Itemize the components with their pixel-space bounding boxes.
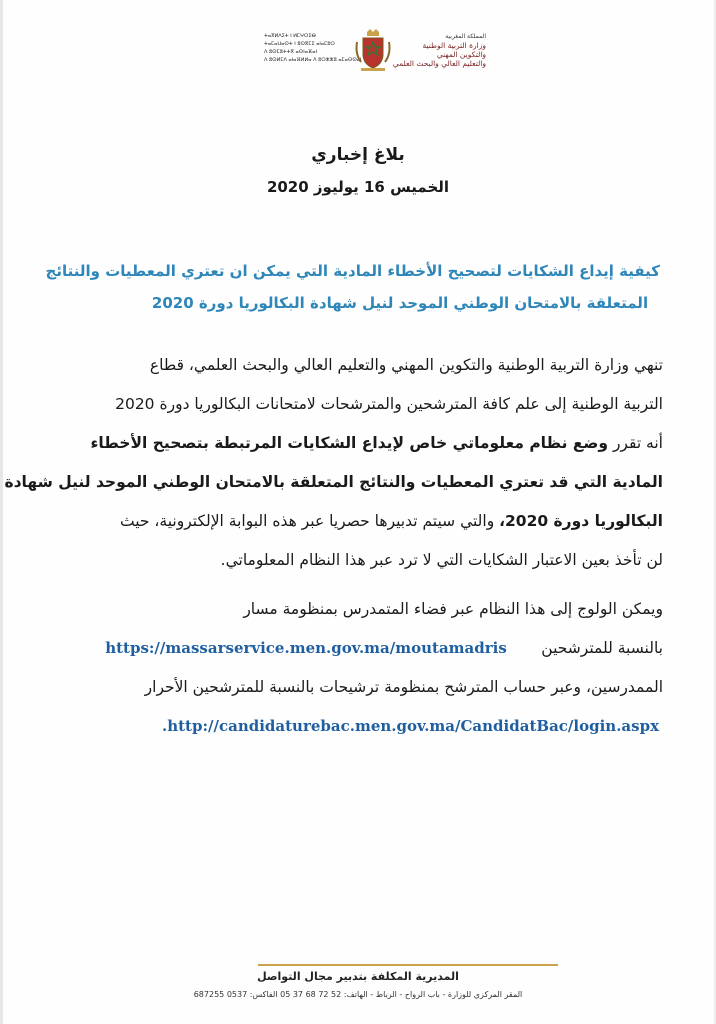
document-subject bbox=[45, 255, 660, 319]
letterhead-tifinagh-line: ⴷ ⵓⵙⵍⵎⴷ ⴰⵏⴰⴼⵍⵍⴰ ⴷ ⵓⵔⵣⵣⵓ ⴰⵎⴰⵙⵙⴰⵏ bbox=[264, 57, 362, 63]
paragraph-bold-text: وضع نظام معلوماتي خاص لإيداع الشكايات المرتبطة بتصحيح الأخطاء bbox=[90, 434, 609, 452]
paragraph-bold-text: المادية التي قد تعتري المعطيات والنتائج المتعلقة بالامتحان الوطني الموحد لنيل شهادة bbox=[4, 473, 663, 491]
footer-title: المديرية المكلفة بتدبير مجال التواصل bbox=[257, 970, 459, 983]
body-paragraph-2 bbox=[68, 590, 663, 746]
footer-divider bbox=[258, 964, 558, 966]
paragraph-line: ويمكن الولوج إلى هذا النظام عبر فضاء المتمدرس بمنظومة مسار bbox=[243, 600, 663, 618]
subject-line: كيفية إيداع الشكايات لتصحيح الأخطاء المادية التي يمكن ان تعتري المعطيات والنتائج bbox=[45, 262, 660, 280]
massar-link[interactable]: https://massarservice.men.gov.ma/moutamadris bbox=[105, 639, 507, 657]
royal-emblem-icon bbox=[353, 28, 393, 72]
document-title: بلاغ إخباري bbox=[311, 145, 405, 165]
paragraph-line bbox=[68, 502, 663, 541]
letterhead bbox=[0, 26, 716, 86]
letterhead-arabic-line: وزارة التربية الوطنية bbox=[422, 41, 486, 50]
document-date: الخميس 16 يوليوز 2020 bbox=[266, 178, 450, 196]
paragraph-line: تنهي وزارة التربية الوطنية والتكوين المهني والتعليم العالي والبحث العلمي، قطاع bbox=[149, 356, 663, 374]
letterhead-arabic-line: والتكوين المهني bbox=[436, 50, 486, 59]
footer-address: المقر المركزي للوزارة - باب الرواح - الرباط - الهاتف: 52 72 68 37 05 الفاكس: 0537 687255 bbox=[193, 990, 523, 999]
paragraph-line: الممدرسين، وعبر حساب المترشح بمنظومة ترشيحات بالنسبة للمترشحين الأحرار bbox=[144, 678, 663, 696]
paragraph-line bbox=[68, 424, 663, 463]
letterhead-arabic-line: المملكة المغربية bbox=[445, 33, 486, 40]
letterhead-tifinagh-line: ⴷ ⵓⵙⵎⵓⵜⵜⴳ ⴰⵙⵏⴰⴼⴰⵏ bbox=[264, 49, 318, 55]
paragraph-line bbox=[68, 629, 663, 668]
paragraph-line: لن تأخذ بعين الاعتبار الشكايات التي لا ترد عبر هذا النظام المعلوماتي. bbox=[220, 551, 663, 569]
paragraph-line: التربية الوطنية إلى علم كافة المترشحين والمترشحات لامتحانات البكالوريا دورة 2020 bbox=[115, 395, 663, 413]
body-paragraph-1 bbox=[4, 346, 663, 580]
letterhead-tifinagh-line: ⵜⴰⴳⵍⴷⵉⵜ ⵏ ⵍⵎⵖⵔⵉⴱ bbox=[264, 33, 316, 39]
paragraph-text: والتي سيتم تدبيرها حصريا عبر هذه البوابة الإلكترونية، حيث bbox=[120, 512, 500, 530]
letterhead-tifinagh-line: ⵜⴰⵎⴰⵡⴰⵙⵜ ⵏ ⵓⵙⴳⵎⵉ ⴰⵏⴰⵎⵓⵔ bbox=[264, 41, 335, 47]
paragraph-text: أنه تقرر bbox=[608, 434, 663, 452]
paragraph-bold-text: البكالوريا دورة 2020، bbox=[499, 512, 663, 530]
paragraph-line bbox=[68, 707, 663, 746]
paragraph-line bbox=[4, 463, 663, 502]
candidature-link[interactable]: .http://candidaturebac.men.gov.ma/CandidatBac/login.aspx bbox=[162, 717, 660, 735]
letterhead-tifinagh bbox=[264, 32, 362, 64]
letterhead-arabic-line: والتعليم العالي والبحث العلمي bbox=[392, 59, 486, 68]
subject-line: المتعلقة بالامتحان الوطني الموحد لنيل شهادة البكالوريا دورة 2020 bbox=[151, 294, 649, 312]
letterhead-arabic bbox=[392, 32, 486, 68]
paragraph-text: بالنسبة للمترشحين bbox=[541, 639, 663, 657]
